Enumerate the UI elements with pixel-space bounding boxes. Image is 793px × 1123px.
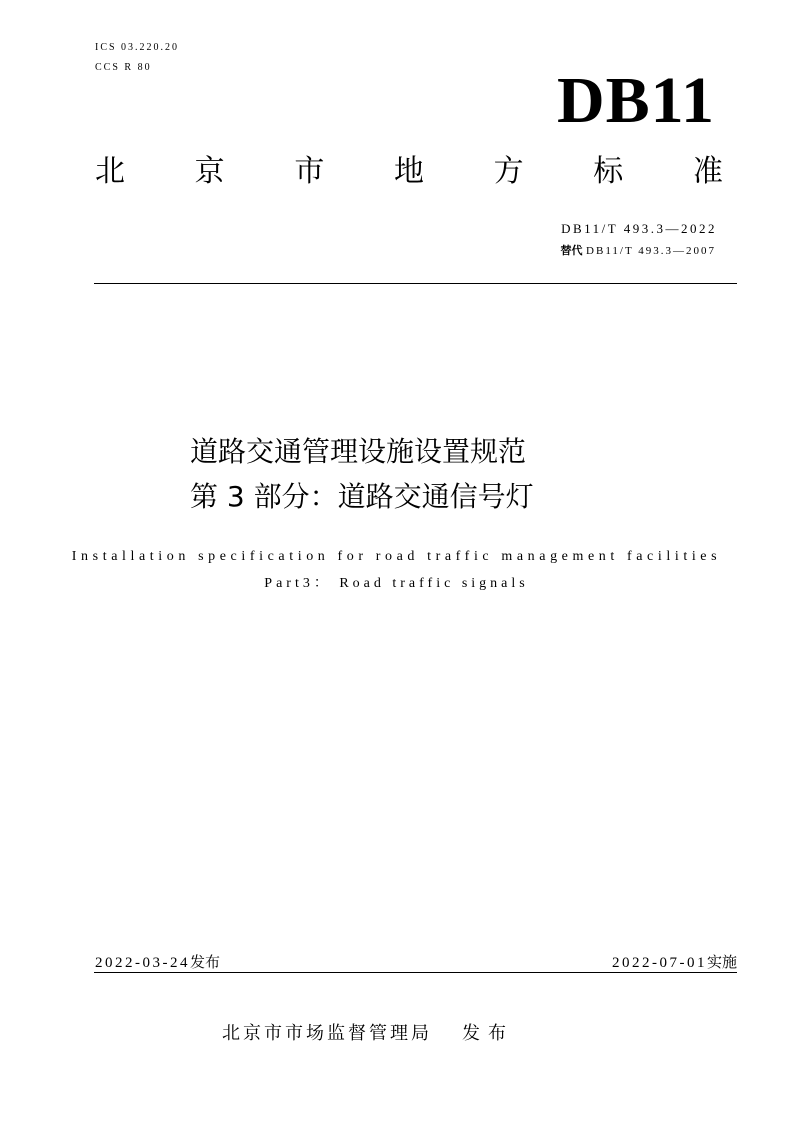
- standard-type-heading: [95, 152, 723, 192]
- standard-type-char: 标: [593, 154, 624, 189]
- publisher-line: [222, 1022, 514, 1046]
- publisher-name: 北京市市场监督管理局: [222, 1023, 432, 1044]
- standard-type-char: 京: [194, 154, 225, 189]
- publisher-verb: 发布: [462, 1023, 514, 1044]
- db11-logo: DB11: [556, 64, 715, 137]
- issue-label: 发布: [190, 953, 221, 971]
- implement-label: 实施: [706, 953, 737, 971]
- title-english-main: Installation specification for road traffic management facilities: [71, 549, 722, 564]
- standard-number: DB11/T 493.3—2022: [561, 221, 717, 236]
- replaces-number: DB11/T 493.3—2007: [586, 245, 716, 257]
- ccs-code: CCS R 80: [95, 62, 152, 73]
- standard-type-char: 市: [294, 154, 325, 189]
- replaces-line: [561, 243, 716, 259]
- title-english-part: Part3： Road traffic signals: [264, 576, 529, 591]
- standard-type-char: 北: [95, 154, 125, 189]
- title-chinese-main: 道路交通管理设施设置规范: [190, 435, 527, 468]
- standard-type-char: 地: [393, 154, 424, 189]
- title-chinese-part: 第 3 部分：道路交通信号灯: [190, 480, 534, 513]
- implement-date: 2022-07-01: [611, 955, 707, 971]
- standard-type-char: 方: [493, 154, 524, 189]
- standard-type-char: 准: [692, 154, 723, 189]
- issue-date-line: [95, 952, 220, 973]
- replaces-label: 替代: [560, 244, 583, 257]
- ics-code: ICS 03.220.20: [95, 42, 180, 53]
- footer-divider: [94, 972, 737, 973]
- implement-date-line: [612, 952, 737, 973]
- header-divider: [94, 283, 737, 284]
- issue-date: 2022-03-24: [95, 955, 190, 971]
